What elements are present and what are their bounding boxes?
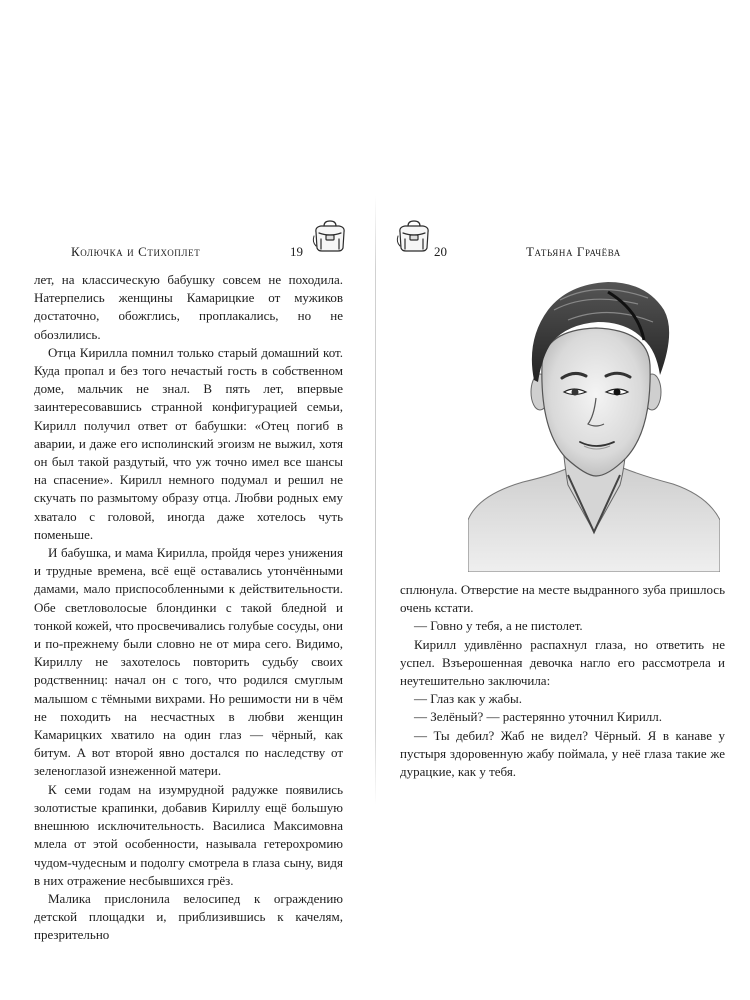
paragraph: — Ты дебил? Жаб не видел? Чёрный. Я в канаве у пустыря здоровенную жабу поймала, у неё глаза такие же дурацкие, как у тебя. (400, 727, 725, 780)
paragraph: — Глаз как у жабы. (414, 691, 522, 707)
portrait-illustration (468, 270, 720, 572)
right-page (376, 0, 750, 1000)
paragraph: К семи годам на изумрудной радужке появились золотистые крапинки, добавив Кириллу ещё большую внешнюю исключительность. Василиса Максимовна млела от этой особенности, называла гетерохромию чудом-чудесным и подолгу смотрела в глаза сыну, видя в них отражение несбывшихся грёз. (34, 781, 343, 888)
paragraph: Малика прислонила велосипед к ограждению детской площадки и, приблизившись к качелям, презрительно (34, 890, 343, 943)
paragraph: — Говно у тебя, а не пистолет. (414, 618, 583, 634)
paragraph: лет, на классическую бабушку совсем не походила. Натерпелись женщины Камарицкие от мужиков достаточно, обожглись, проплакались, но не обозлились. (34, 272, 343, 342)
schoolbag-icon (310, 218, 350, 254)
running-head-left: Колючка и Стихоплет (71, 244, 201, 259)
paragraph: Отца Кирилла помнил только старый домашний кот. Куда пропал и без того нечастый гость в собственном доме, мальчик не знал. В пять лет, впервые заинтересовавшись странной конфигурацией семьи, Кирилл получил ответ от бабушки: «Отец погиб в аварии, и даже его исполинский эгоизм не выжил, хотя он был такой раздутый, что уж точно имел все шансы на спасение». Кирилл немного подумал и решил не скучать по размытому образу отца. Любви родных ему хватало с головой, иногда даже хотелось чуть поменьше. (34, 344, 343, 542)
paragraph: И бабушка, и мама Кирилла, пройдя через унижения и трудные времена, всё ещё оставались утончёнными дамами, мало приспособленными к действительности. Обе светловолосые блондинки с такой бледной и тонкой кожей, что просвечивались голубые сосуды, они и по-прежнему были словно не от мира сего. Видимо, Кириллу не захотелось повторить судьбу своих родственниц: начал он с того, что родился смуглым малышом с тёмными вихрами. Но решимости ни в чём не походить на несчастных в любви женщин Камарицких хватило на один глаз — чёрный, как битум. А вот второй явно достался по наследству от зеленоглазой изнеженной матери. (34, 545, 343, 779)
paragraph: Кирилл удивлённо распахнул глаза, но ответить не успел. Взъерошенная девочка нагло его рассмотрела и неутешительно заключила: (400, 636, 725, 689)
paragraph: сплюнула. Отверстие на месте выдранного зуба пришлось очень кстати. (400, 582, 725, 616)
schoolbag-icon (394, 218, 434, 254)
left-page-text (34, 271, 343, 945)
page-number-left: 19 (290, 244, 303, 259)
right-page-text (400, 581, 725, 781)
paragraph: — Зелёный? — растерянно уточнил Кирилл. (414, 709, 663, 725)
page-number-right: 20 (434, 244, 447, 259)
running-head-right: Татьяна Грачёва (526, 244, 621, 259)
